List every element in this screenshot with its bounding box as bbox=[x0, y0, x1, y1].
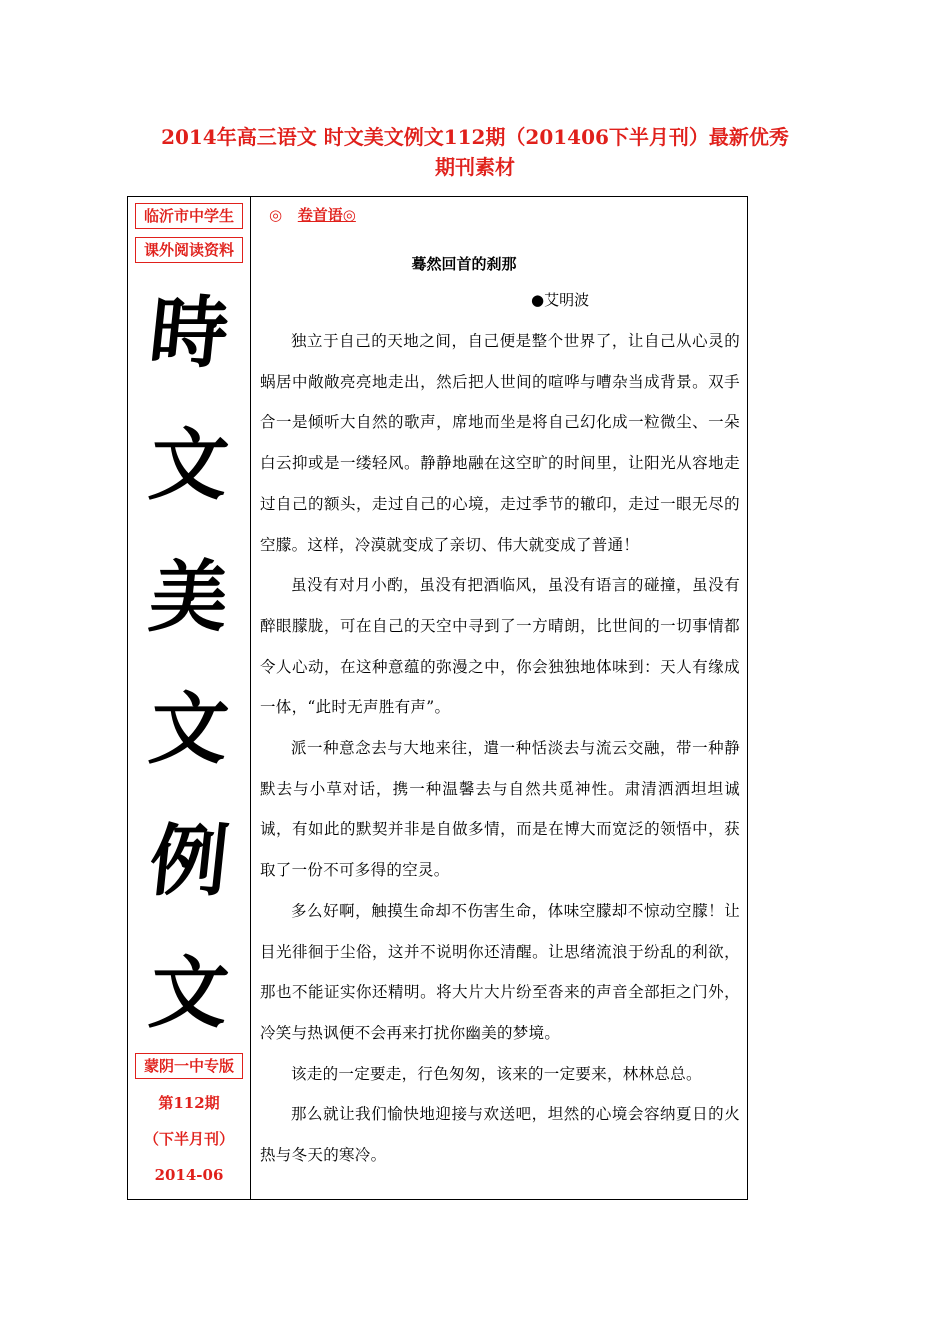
paragraph: 多么好啊，触摸生命却不伤害生命，体味空朦却不惊动空朦！让目光徘徊于尘俗，这并不说明你还清醒。让思绪流浪于纷乱的利欲，那也不能证实你还精明。将大片大片纷至沓来的声音全部拒之门外，冷笑与热讽便不会再来打扰你幽美的梦境。 bbox=[260, 901, 740, 1042]
sidebar-tag-reading: 课外阅读资料 bbox=[135, 237, 243, 263]
article-author: ●艾明波 bbox=[531, 291, 590, 309]
paragraph: 那么就让我们愉快地迎接与欢送吧，坦然的心境会容纳夏日的火热与冬天的寒冷。 bbox=[260, 1105, 740, 1165]
sidebar-tag-school: 临沂市中学生 bbox=[135, 203, 243, 229]
main-column bbox=[251, 197, 747, 1199]
issue-number: 第112期 bbox=[158, 1094, 220, 1112]
calligraphy-char-6: 文 bbox=[145, 948, 233, 1039]
paragraph: 该走的一定要走，行色匆匆，该来的一定要来，林林总总。 bbox=[291, 1064, 702, 1083]
paragraph: 派一种意念去与大地来往，遣一种恬淡去与流云交融，带一种静默去与小草对话，携一种温馨去与自然共觅神性。肃清洒洒坦坦诚诚，有如此的默契并非是自做多情，而是在博大而宽泛的领悟中，获取了一份不可多得的空灵。 bbox=[260, 739, 740, 880]
sidebar-tag-edition: 蒙阴一中专版 bbox=[135, 1053, 243, 1079]
calligraphy-char-4: 文 bbox=[145, 684, 233, 775]
paragraph: 独立于自己的天地之间，自己便是整个世界了，让自己从心灵的蜗居中敞敞亮亮地走出，然后把人世间的喧哗与嘈杂当成背景。双手合一是倾听大自然的歌声，席地而坐是将自己幻化成一粒微尘、一朵白云抑或是一缕轻风。静静地融在这空旷的时间里，让阳光从容地走过自己的额头，走过自己的心境，走过季节的辙印，走过一眼无尽的空朦。这样，冷漠就变成了亲切、伟大就变成了普通！ bbox=[260, 332, 740, 554]
issue-half-month: （下半月刊） bbox=[143, 1130, 234, 1148]
document-title-line-1: 2014年高三语文 时文美文例文112期（201406下半月刊）最新优秀 bbox=[161, 125, 789, 149]
article-body bbox=[260, 321, 740, 1176]
sidebar-column bbox=[128, 197, 250, 1199]
article-title: 蓦然回首的刹那 bbox=[411, 255, 517, 273]
section-prefix: ◎ bbox=[269, 206, 283, 224]
calligraphy-char-2: 文 bbox=[145, 420, 233, 511]
content-table bbox=[127, 196, 748, 1200]
section-header bbox=[269, 205, 356, 225]
issue-date: 2014-06 bbox=[154, 1166, 224, 1184]
calligraphy-char-3: 美 bbox=[145, 552, 233, 643]
section-label: 卷首语◎ bbox=[297, 206, 356, 224]
calligraphy-char-5: 例 bbox=[145, 816, 233, 907]
paragraph: 虽没有对月小酌，虽没有把酒临风，虽没有语言的碰撞，虽没有醉眼朦胧，可在自己的天空中寻到了一方晴朗，比世间的一切事情都令人心动，在这种意蕴的弥漫之中，你会独独地体味到：天人有缘成一体，“此时无声胜有声”。 bbox=[260, 576, 740, 717]
document-title bbox=[100, 122, 850, 182]
calligraphy-char-1: 時 bbox=[145, 288, 233, 379]
document-title-line-2: 期刊素材 bbox=[435, 155, 515, 179]
